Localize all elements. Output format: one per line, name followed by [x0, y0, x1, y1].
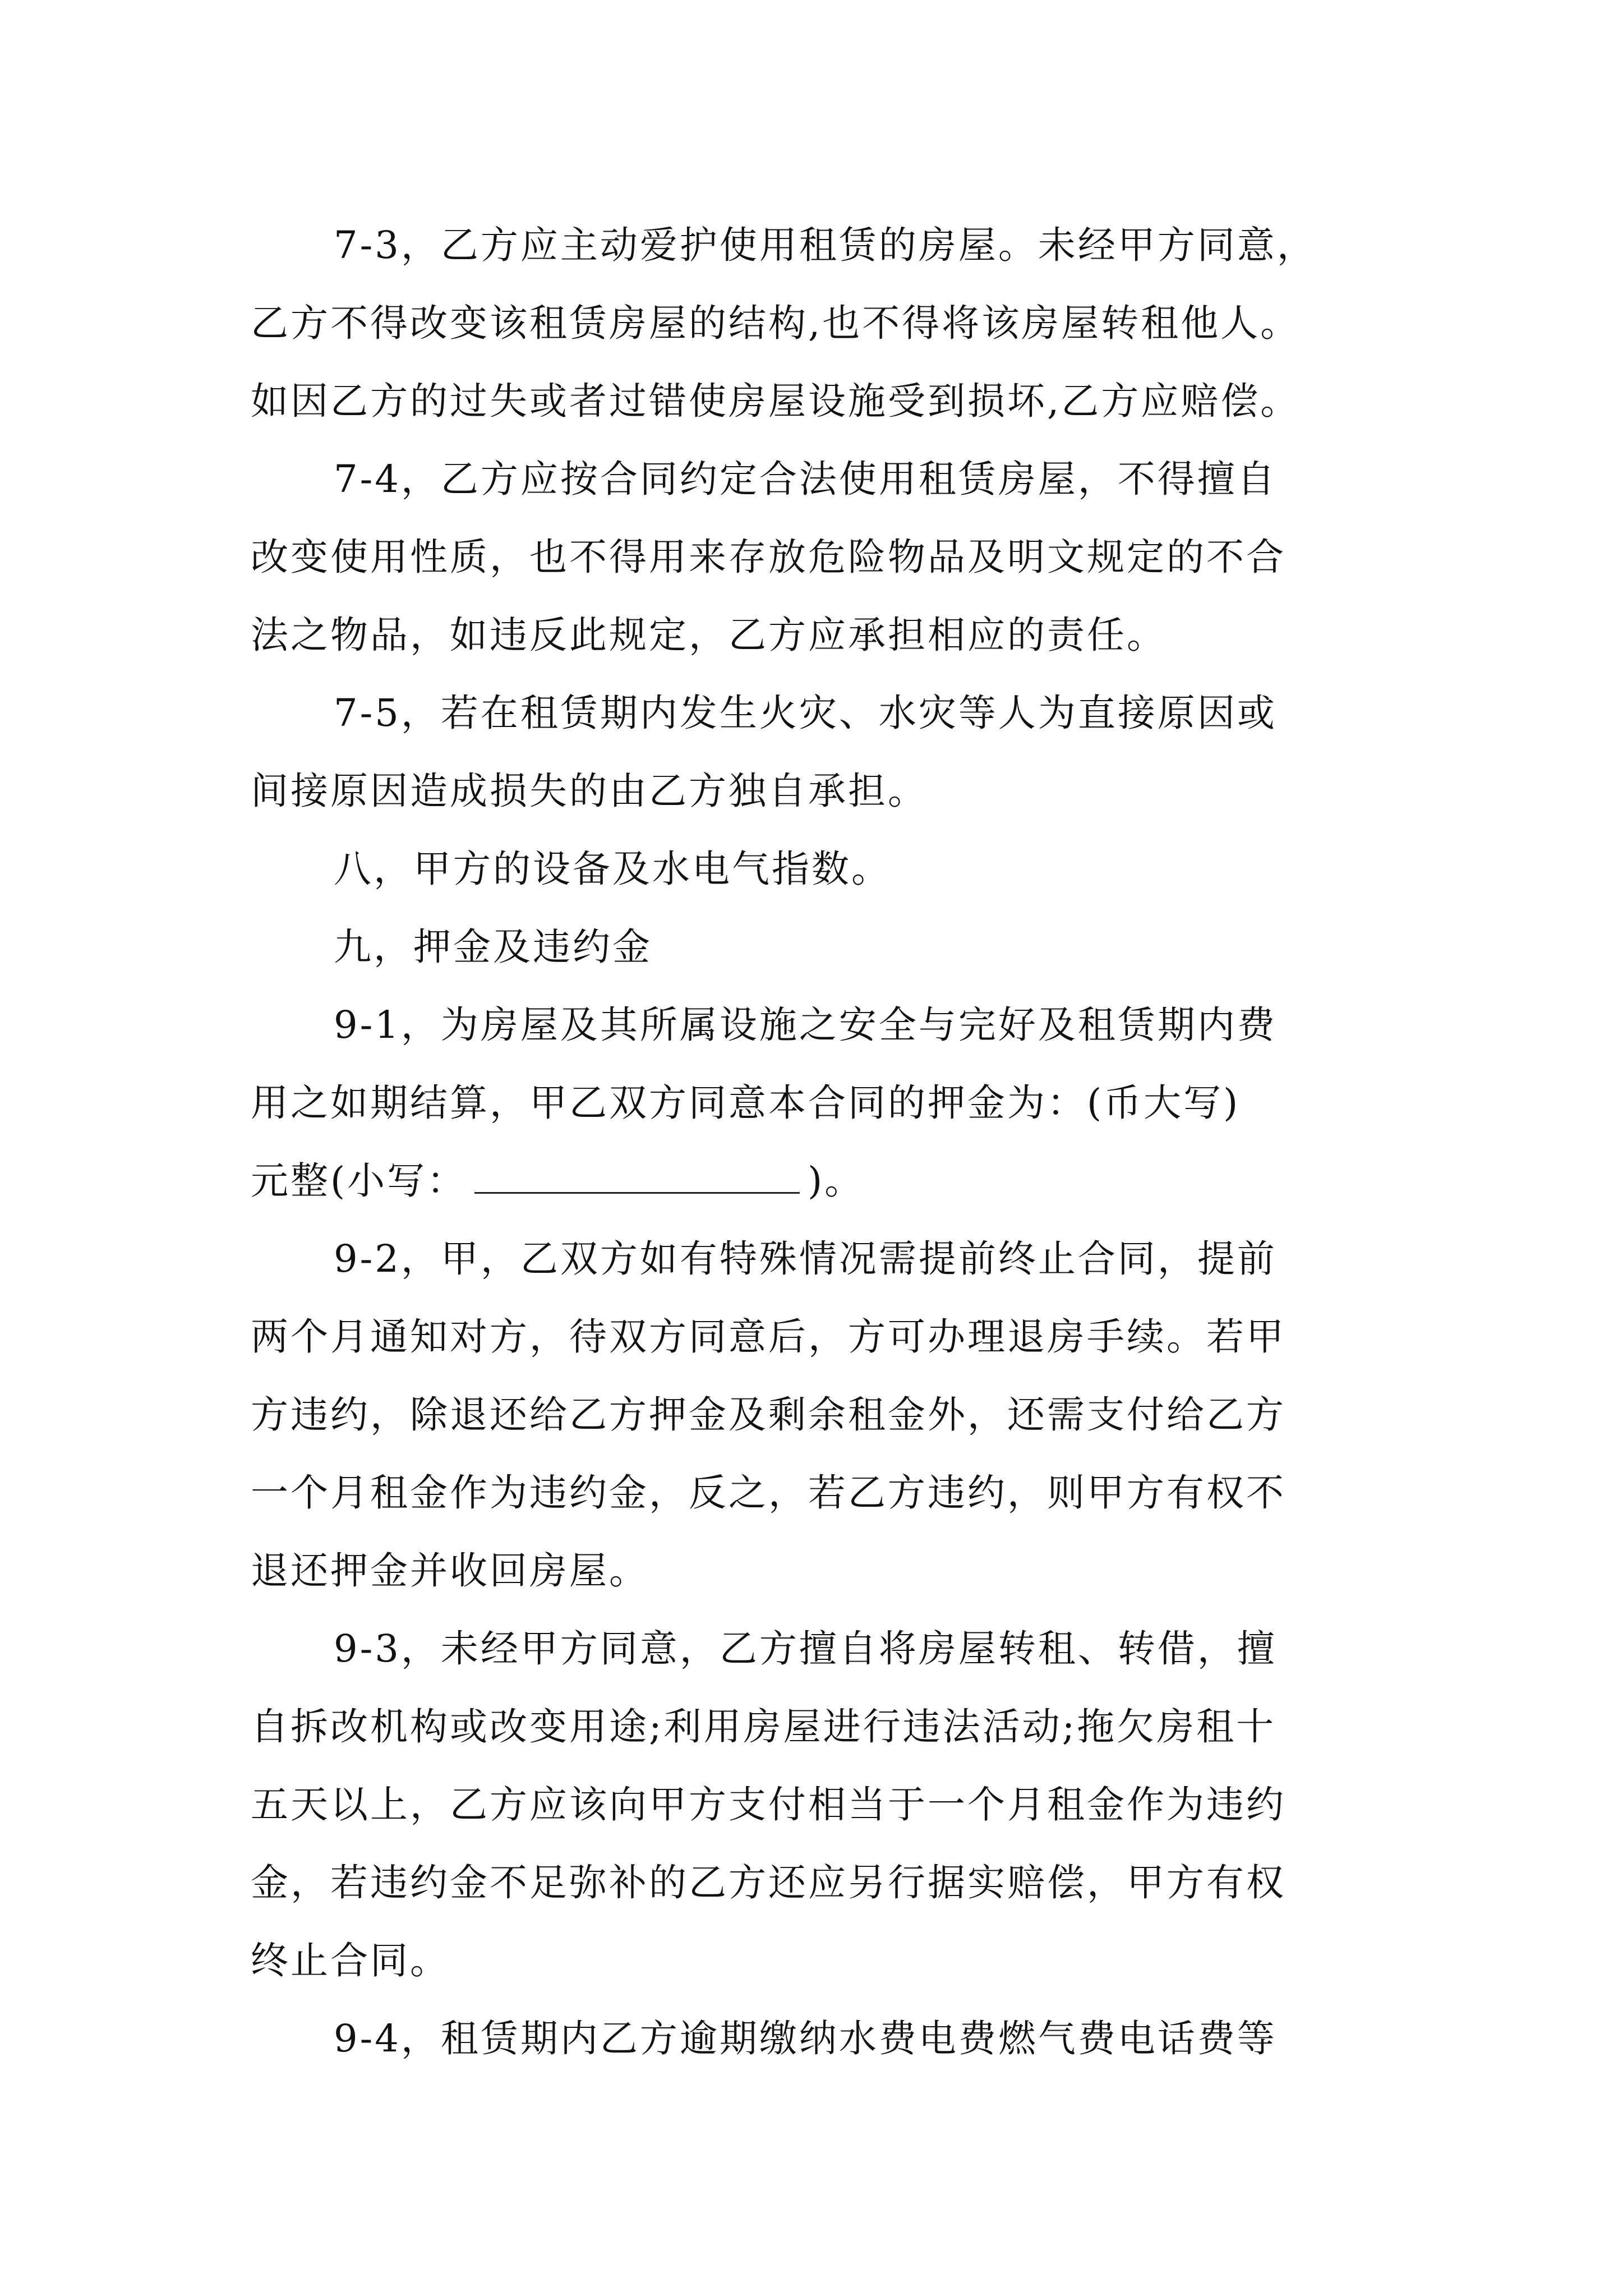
text-line: 7-5，若在租赁期内发生火灾、水灾等人为直接原因或	[334, 691, 1277, 735]
text-line: 7-4，乙方应按合同约定合法使用租赁房屋，不得擅自	[334, 457, 1277, 501]
text-line: 9-1，为房屋及其所属设施之安全与完好及租赁期内费	[334, 1003, 1277, 1047]
text-fragment: )。	[808, 1159, 865, 1203]
deposit-amount-line	[251, 1142, 1451, 1220]
text-line: 五天以上，乙方应该向甲方支付相当于一个月租金作为违约	[251, 1783, 1286, 1826]
text-line: 金，若违约金不足弥补的乙方还应另行据实赔偿，甲方有权	[251, 1861, 1286, 1904]
text-line: 9-4，租赁期内乙方逾期缴纳水费电费燃气费电话费等	[334, 2017, 1277, 2060]
text-line: 方违约，除退还给乙方押金及剩余租金外，还需支付给乙方	[251, 1393, 1286, 1437]
text-line: 法之物品，如违反此规定，乙方应承担相应的责任。	[251, 613, 1166, 657]
text-line: 7-3，乙方应主动爱护使用租赁的房屋。未经甲方同意，	[334, 223, 1317, 267]
section-heading: 九，押金及违约金	[334, 925, 652, 969]
text-line: 退还押金并收回房屋。	[251, 1549, 649, 1593]
contract-text-body	[251, 206, 1451, 2078]
text-line: 间接原因造成损失的由乙方独自承担。	[251, 769, 928, 813]
text-line: 改变使用性质，也不得用来存放危险物品及明文规定的不合	[251, 535, 1286, 579]
section-heading: 八，甲方的设备及水电气指数。	[334, 847, 891, 891]
text-line: 两个月通知对方，待双方同意后，方可办理退房手续。若甲	[251, 1315, 1286, 1359]
text-line: 9-2，甲，乙双方如有特殊情况需提前终止合同，提前	[334, 1237, 1277, 1281]
text-line: 终止合同。	[251, 1939, 450, 1982]
text-fragment: 元整(小写：	[251, 1159, 467, 1203]
deposit-blank-field	[474, 1159, 800, 1194]
text-line: 用之如期结算，甲乙双方同意本合同的押金为：(币大写)	[251, 1081, 1241, 1125]
text-line: 自拆改机构或改变用途;利用房屋进行违法活动;拖欠房租十	[251, 1705, 1276, 1749]
text-line: 9-3，未经甲方同意，乙方擅自将房屋转租、转借，擅	[334, 1627, 1277, 1671]
text-line: 如因乙方的过失或者过错使房屋设施受到损坏,乙方应赔偿。	[251, 379, 1301, 423]
text-line: 乙方不得改变该租赁房屋的结构,也不得将该房屋转租他人。	[251, 301, 1301, 345]
text-line: 一个月租金作为违约金，反之，若乙方违约，则甲方有权不	[251, 1471, 1286, 1515]
